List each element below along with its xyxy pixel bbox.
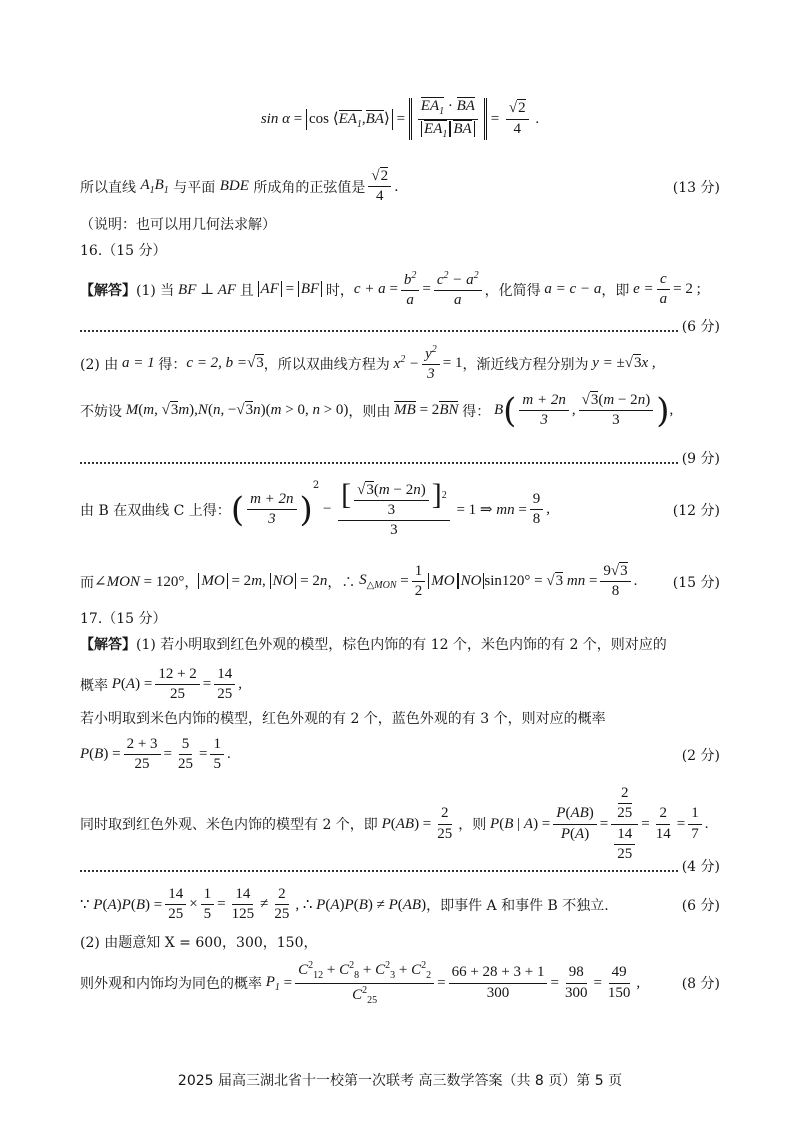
q17-l3: 若小明取到米色内饰的模型，红色外观的有 2 个，蓝色外观的有 3 个，则对应的概率: [80, 711, 606, 727]
q16-p2-b: 得：: [158, 356, 187, 373]
answer-tag-17: 【解答】: [80, 637, 136, 653]
q17-line7: [80, 932, 720, 952]
q16-p2-j: ，: [184, 574, 199, 591]
score-6: (6 分): [681, 319, 720, 335]
q17-line5: 同时取到红色外观、米色内饰的模型有 2 个，即 P (AB) = $\frac{2}{25}$ ，则 P (B | A) = $\frac{P(AB)}{P(A)}$ = $\frac{\frac{2}{25}}{\frac{14}{25}}$ = $\frac{2}{14}$ = $\frac{1}{7}$ .: [80, 785, 709, 862]
q16-heading-text: 16.（15 分）: [80, 243, 167, 259]
q16-p2-i: 而: [80, 574, 94, 591]
score-12: (12 分): [672, 502, 720, 519]
q16-p2-c: ，所以双曲线方程为: [263, 356, 390, 373]
q17-l2: 概率: [80, 677, 108, 694]
q17-l1: (1) 若小明取到红色外观的模型，棕色内饰的有 12 个，米色内饰的有 2 个，则对应的: [136, 637, 667, 653]
q16-p2-f: ，则由: [348, 403, 391, 420]
q17-heading: [80, 608, 720, 628]
score-9: (9 分): [681, 451, 720, 467]
note-text: （说明：也可以用几何法求解）: [80, 217, 276, 233]
q16-part2-line4: 而 ∠MON = 120° ， MO = 2m, NO = 2n ，∴ $S_{\triangle MON}$ = $\frac{1}{2}$ MO NO sin120° = √3 mn = $\frac{9√3}{8}$ . (15 分): [80, 563, 720, 600]
dotted-score-line-9: [80, 448, 720, 468]
q16-p2-g: 得：: [462, 403, 491, 420]
text-mid: 与平面: [173, 179, 216, 196]
q16-p1-b: 且: [239, 282, 254, 299]
q17-l4a: 同时取到红色外观、米色内饰的模型有 2 个，即: [80, 817, 378, 833]
q17-heading-text: 17.（15 分）: [80, 611, 167, 627]
q17-line6: ∵ P(A)P(B) = $\frac{14}{25}$ × $\frac{1}{5}$ = $\frac{14}{125}$ ≠ $\frac{2}{25}$ , ∴ P(A)P(B) ≠ P(AB) ，即事件 A 和事件 B 不独立. (6 分): [80, 886, 720, 923]
text-prefix: 所以直线: [80, 179, 136, 196]
plane-name: BDE: [219, 178, 249, 195]
text-suffix: 所成角的正弦值是: [253, 179, 366, 196]
q17-line1: [80, 634, 720, 654]
score-2: (2 分): [681, 747, 720, 764]
q17-l5a: ，即事件 A 和事件 B 不独立.: [426, 897, 609, 914]
note-line: [80, 214, 720, 234]
q17-line3: [80, 708, 720, 728]
q16-p1-c: 时，: [325, 282, 354, 299]
q17-line8: 则外观和内饰均为同色的概率 $P_1$ = $\frac{C^2_{12} + C^2_8 + C^2_3 + C^2_2}{C^2_{25}}$ = $\frac{66 + 28 + 3 + 1}{300}$ = $\frac{98}{300}$ = $\frac{49}{150}$ , (8 分): [80, 960, 720, 1006]
conclusion-line: 所以直线 $A_1B_1$ 与平面 BDE 所成角的正弦值是 $\frac{√2}{4}$ . (13 分): [80, 168, 720, 205]
q16-heading: [80, 240, 720, 260]
q17-line4: P (B) = $\frac{2 + 3}{25}$ = $\frac{5}{25}$ = $\frac{1}{5}$ . (2 分): [80, 736, 720, 773]
score-8: (8 分): [681, 976, 720, 992]
q16-part2-line2: 不妨设 M (m, √3m), N (n, −√3n)(m > 0, n > 0) ，则由 MB = 2BN 得： B ( $\frac{m + 2n}{3}$ , $\frac{√3(m - 2n)}{3}$ ) ,: [80, 390, 674, 431]
q16-p2-e: 不妨设: [80, 403, 122, 420]
q16-p2-k: ，∴: [327, 574, 356, 591]
answer-tag: 【解答】: [80, 282, 136, 299]
score-15: (15 分): [672, 574, 720, 591]
dotted-score-line: [80, 316, 720, 336]
q17-line2: 概率 P (A) = $\frac{12 + 2}{25}$ = $\frac{14}{25}$ ,: [80, 666, 242, 703]
q16-p2-d: ，渐近线方程分别为: [462, 356, 589, 373]
sin-alpha-formula: sin α = $\cos ⟨EA_1,BA⟩$ = $\frac{EA_1 \cdot BA}{EA_1 BA}$ = $\frac{√2}{4}$ .: [260, 98, 540, 140]
q16-part1: 【解答】 (1) 当 BF ⊥ AF 且 AF = BF 时， c + a = $\frac{b^2}{a}$ = $\frac{c^2 - a^2}{a}$ ，化简得 a = c − a ，即 e = $\frac{c}{a}$ = 2 ;: [80, 270, 701, 309]
q16-p1-e: ，即: [601, 282, 630, 299]
score-13: (13 分): [672, 179, 720, 196]
q16-p1-d: ，化简得: [484, 282, 541, 299]
dotted-score-line-4: [80, 856, 720, 876]
q17-l7: 则外观和内饰均为同色的概率: [80, 976, 262, 992]
q16-part2-line1: (2) 由 a = 1 得： c = 2, b = √3 ，所以双曲线方程为 $x^2$ − $\frac{y^2}{3}$ = 1 ，渐近线方程分别为 y = ± √3 x ,: [80, 344, 656, 383]
score-4: (4 分): [681, 859, 720, 875]
q16-p2-a: (2) 由: [80, 356, 119, 373]
q17-l4b: ，则: [458, 817, 487, 833]
q16-part2-line3: 由 B 在双曲线 C 上得： ( $\frac{m + 2n}{3}$ ) 2 − [ $\frac{√3(m - 2n)}{3}$ ]$^2$ 3 = 1 ⇒ mn = $\frac{9}{8}$ , (12 分): [80, 478, 720, 539]
q17-l6: (2) 由题意知 X = 600，300，150，: [80, 935, 318, 951]
q16-p1-a: (1) 当: [136, 282, 175, 299]
q16-p2-h: 由 B 在双曲线 C 上得：: [80, 502, 231, 519]
score-6-q17: (6 分): [681, 897, 720, 914]
page-footer: 2025 届高三湖北省十一校第一次联考 高三数学答案（共 8 页）第 5 页: [177, 1073, 623, 1089]
